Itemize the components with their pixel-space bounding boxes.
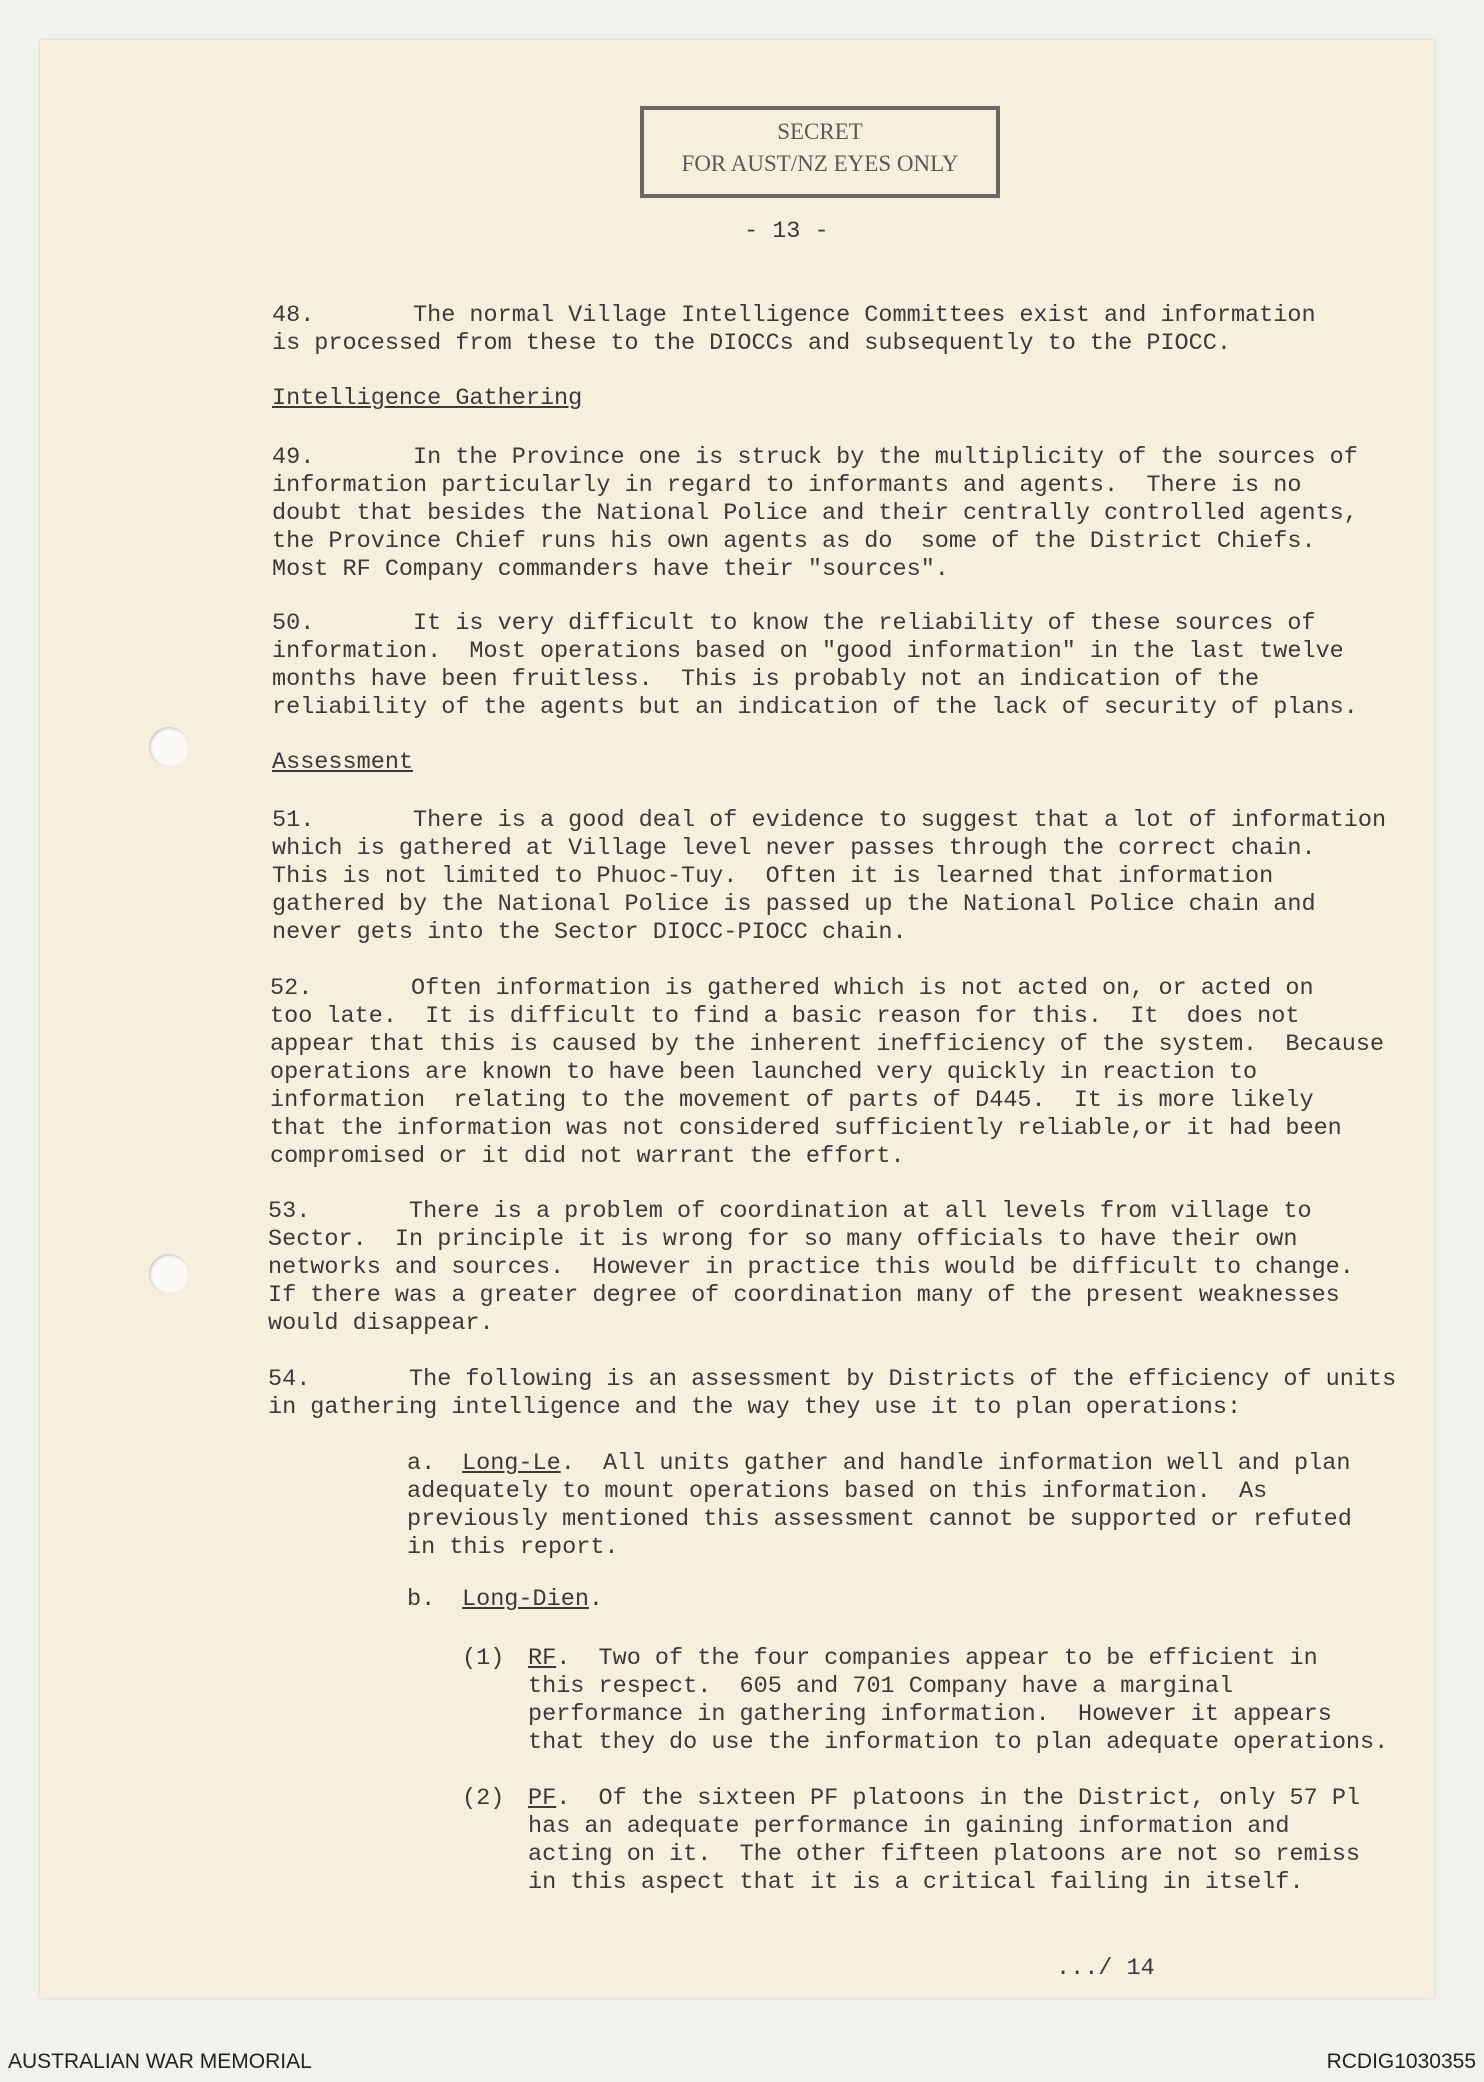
text-line: information relating to the movement of parts of D445. It is more likely bbox=[270, 1087, 1314, 1114]
text-line: . Two of the four companies appear to be efficient in bbox=[556, 1645, 1318, 1672]
footer-record-id: RCDIG1030355 bbox=[1326, 2050, 1476, 2073]
text-line: months have been fruitless. This is probably not an indication of the bbox=[272, 666, 1260, 693]
text-line: reliability of the agents but an indication of the lack of security of plans. bbox=[272, 694, 1358, 721]
punch-hole bbox=[149, 727, 189, 767]
heading-intelligence-gathering: Intelligence Gathering bbox=[272, 385, 583, 412]
text-line: would disappear. bbox=[268, 1310, 494, 1337]
text-line: previously mentioned this assessment cannot be supported or refuted bbox=[407, 1506, 1352, 1533]
text-line: compromised or it did not warrant the effort. bbox=[270, 1143, 905, 1170]
text-line: too late. It is difficult to find a basic reason for this. It does not bbox=[270, 1003, 1300, 1030]
page-number: - 13 - bbox=[744, 218, 829, 245]
text-line: never gets into the Sector DIOCC-PIOCC chain. bbox=[272, 919, 907, 946]
sub-item-2-label: (2) bbox=[462, 1785, 505, 1812]
stamp-line-2: FOR AUST/NZ EYES ONLY bbox=[681, 151, 959, 176]
paragraph-48 bbox=[272, 302, 1316, 358]
text-line: doubt that besides the National Police and their centrally controlled agents, bbox=[272, 500, 1358, 527]
text-line: the Province Chief runs his own agents as do some of the District Chiefs. bbox=[272, 528, 1316, 555]
text-line: in gathering intelligence and the way they use it to plan operations: bbox=[268, 1394, 1242, 1421]
paragraph-50 bbox=[272, 610, 1358, 722]
heading-assessment: Assessment bbox=[272, 749, 414, 776]
text-line: . Of the sixteen PF platoons in the District, only 57 Pl bbox=[556, 1785, 1361, 1812]
text-line: . All units gather and handle information well and plan bbox=[560, 1450, 1351, 1477]
item-a-label: a. bbox=[407, 1450, 436, 1477]
text-line: performance in gathering information. However it appears bbox=[528, 1701, 1332, 1728]
text-line: 52. Often information is gathered which is not acted on, or acted on bbox=[270, 975, 1314, 1002]
text-line: Sector. In principle it is wrong for so many officials to have their own bbox=[268, 1226, 1298, 1253]
item-b-long-dien bbox=[462, 1586, 603, 1614]
item-b-label: b. bbox=[407, 1586, 436, 1613]
paragraph-54 bbox=[268, 1366, 1396, 1422]
text-line: This is not limited to Phuoc-Tuy. Often it is learned that information bbox=[272, 863, 1274, 890]
sub-item-1-rf bbox=[528, 1645, 1388, 1757]
text-line: adequately to mount operations based on this information. As bbox=[407, 1478, 1268, 1505]
text-line: has an adequate performance in gaining information and bbox=[528, 1813, 1290, 1840]
text-line: 49. In the Province one is struck by the multiplicity of the sources of bbox=[272, 444, 1358, 471]
item-title: RF bbox=[528, 1645, 557, 1672]
item-a-body bbox=[407, 1478, 1352, 1562]
text-line: 54. The following is an assessment by Districts of the efficiency of units bbox=[268, 1366, 1397, 1393]
item-a-long-le bbox=[462, 1450, 1350, 1478]
paragraph-52 bbox=[270, 975, 1384, 1171]
text-line: gathered by the National Police is passed up the National Police chain and bbox=[272, 891, 1316, 918]
footer-archive-name: AUSTRALIAN WAR MEMORIAL bbox=[8, 2050, 312, 2073]
text-line: operations are known to have been launched very quickly in reaction to bbox=[270, 1059, 1258, 1086]
text-line: is processed from these to the DIOCCs and subsequently to the PIOCC. bbox=[272, 330, 1231, 357]
item-title: Long-Le bbox=[462, 1450, 561, 1477]
text-line: . bbox=[588, 1586, 604, 1613]
item-title: PF bbox=[528, 1785, 557, 1812]
text-line: information particularly in regard to informants and agents. There is no bbox=[272, 472, 1302, 499]
stamp-line-1: SECRET bbox=[777, 119, 863, 144]
sub-item-2-pf bbox=[528, 1785, 1360, 1897]
text-line: 50. It is very difficult to know the reliability of these sources of bbox=[272, 610, 1316, 637]
paragraph-53 bbox=[268, 1198, 1354, 1338]
paragraph-51 bbox=[272, 807, 1386, 947]
text-line: 48. The normal Village Intelligence Committees exist and information bbox=[272, 302, 1316, 329]
text-line: 53. There is a problem of coordination at all levels from village to bbox=[268, 1198, 1312, 1225]
text-line: this respect. 605 and 701 Company have a marginal bbox=[528, 1673, 1234, 1700]
text-line: in this aspect that it is a critical failing in itself. bbox=[528, 1869, 1304, 1896]
item-title: Long-Dien bbox=[462, 1586, 589, 1613]
text-line: networks and sources. However in practice this would be difficult to change. bbox=[268, 1254, 1354, 1281]
text-line: in this report. bbox=[407, 1534, 619, 1561]
text-line: 51. There is a good deal of evidence to suggest that a lot of information bbox=[272, 807, 1387, 834]
punch-hole bbox=[149, 1254, 189, 1294]
sub-item-1-label: (1) bbox=[462, 1645, 505, 1672]
text-line: appear that this is caused by the inherent inefficiency of the system. Because bbox=[270, 1031, 1385, 1058]
security-stamp bbox=[640, 106, 1000, 198]
text-line: information. Most operations based on "good information" in the last twelve bbox=[272, 638, 1344, 665]
continuation-marker: .../ 14 bbox=[1056, 1955, 1155, 1982]
paragraph-49 bbox=[272, 444, 1358, 584]
text-line: which is gathered at Village level never passes through the correct chain. bbox=[272, 835, 1316, 862]
text-line: acting on it. The other fifteen platoons are not so remiss bbox=[528, 1841, 1361, 1868]
text-line: that they do use the information to plan adequate operations. bbox=[528, 1729, 1389, 1756]
text-line: that the information was not considered sufficiently reliable,or it had been bbox=[270, 1115, 1342, 1142]
text-line: Most RF Company commanders have their "sources". bbox=[272, 556, 949, 583]
text-line: If there was a greater degree of coordination many of the present weaknesses bbox=[268, 1282, 1340, 1309]
